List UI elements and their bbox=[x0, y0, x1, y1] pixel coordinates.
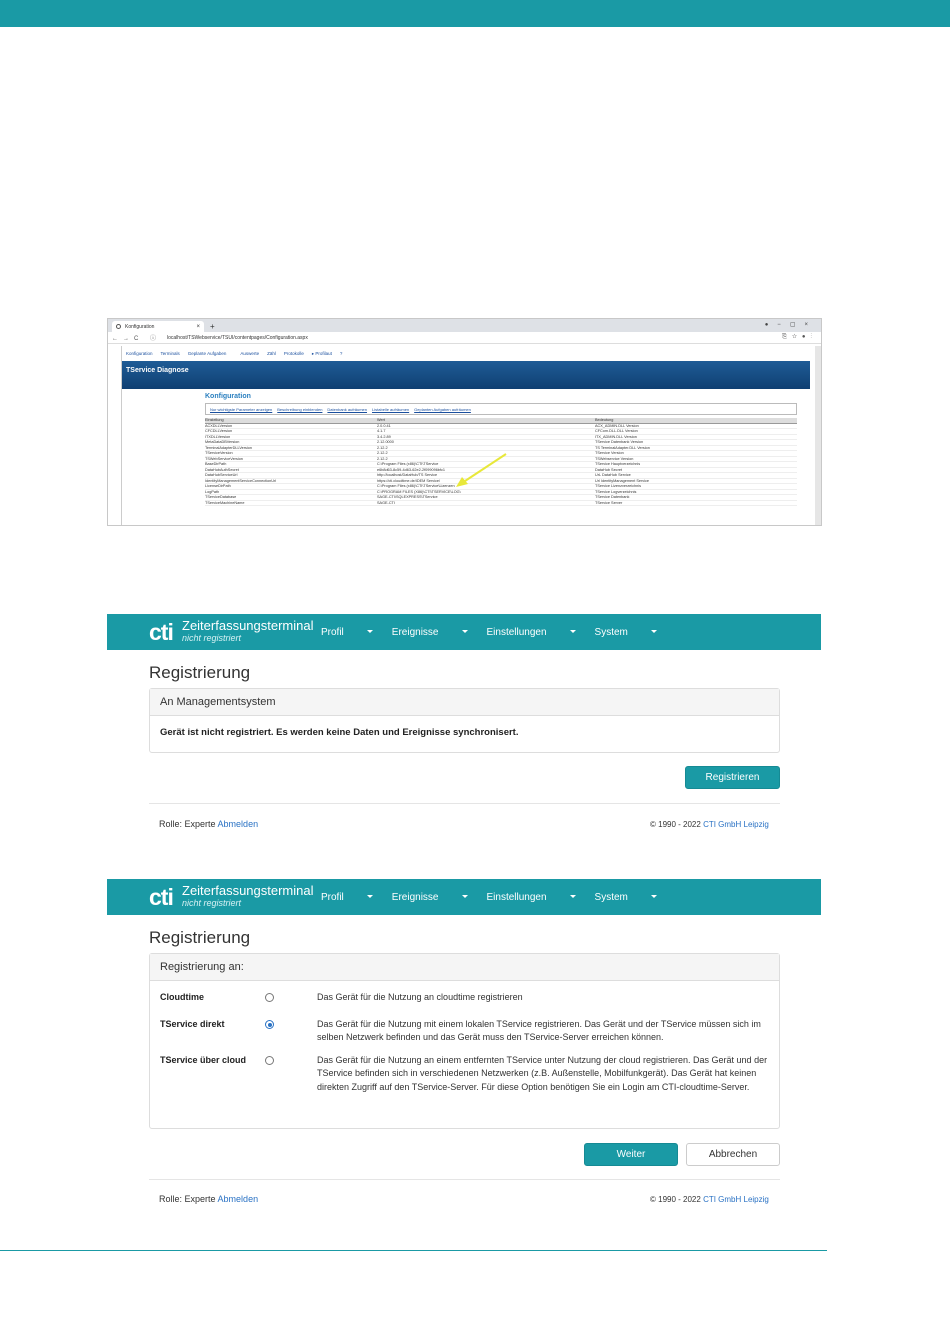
table-cell: ITX_ADMIN.DLL Version bbox=[595, 434, 797, 440]
table-cell: TService Hauptverzeichnis bbox=[595, 462, 797, 468]
scrollbar[interactable] bbox=[815, 346, 821, 526]
option-label: TService über cloud bbox=[160, 1055, 247, 1065]
cloudtime-radio[interactable] bbox=[265, 993, 274, 1002]
table-cell: ACX_ADMIN.DLL Version bbox=[595, 423, 797, 429]
caret-down-icon bbox=[462, 895, 468, 898]
browser-tab-title: Konfiguration bbox=[125, 323, 155, 330]
company-link[interactable]: CTI GmbH Leipzig bbox=[703, 1195, 769, 1204]
caret-down-icon bbox=[651, 895, 657, 898]
toolbar-link[interactable]: Datenbank aufräumen bbox=[327, 406, 368, 412]
option-description: Das Gerät für die Nutzung an cloudtime registrieren bbox=[317, 992, 523, 1002]
table-cell: ACXDLLVersion bbox=[205, 423, 377, 429]
nav-link[interactable]: Auswerte bbox=[240, 351, 260, 356]
table-cell: MetaDataDBVersion bbox=[205, 440, 377, 446]
table-cell: TService Datenbank Version bbox=[595, 440, 797, 446]
table-cell: ITXDLLVersion bbox=[205, 434, 377, 440]
table-cell: LicenseDirPath bbox=[205, 484, 377, 490]
tservice-direkt-radio[interactable] bbox=[265, 1020, 274, 1029]
nav-link[interactable]: Konfiguration bbox=[126, 351, 153, 356]
page-title: Registrierung bbox=[149, 663, 251, 682]
next-button[interactable]: Weiter bbox=[584, 1143, 678, 1166]
table-cell: 2.12.2 bbox=[377, 445, 595, 451]
tservice-banner: TService Diagnose bbox=[122, 361, 810, 389]
cti-navbar bbox=[107, 614, 821, 650]
table-cell: DataHub Secret bbox=[595, 467, 797, 473]
copyright-text: © 1990 - 2022 bbox=[650, 820, 701, 829]
nav-link[interactable]: Terminals bbox=[160, 351, 180, 356]
table-cell: CFCom.DLL.DLL Version bbox=[595, 429, 797, 435]
table-cell: TService Version bbox=[595, 451, 797, 457]
toolbar-link[interactable]: Geplanten Aufgaben aufräumen bbox=[414, 406, 471, 412]
browser-tools-icon[interactable]: ⎘☆●⋮ bbox=[782, 334, 817, 340]
table-cell: 2.12.2 bbox=[377, 451, 595, 457]
menu-profil[interactable]: Profil bbox=[321, 627, 373, 638]
window-controls[interactable]: ●−▢× bbox=[764, 322, 817, 328]
caret-down-icon bbox=[462, 630, 468, 633]
nav-link[interactable]: ▸ Profilaut bbox=[311, 350, 332, 356]
table-cell: CFCDLLVersion bbox=[205, 429, 377, 435]
table-cell: IdentityManagementServiceConnectionUrl bbox=[205, 478, 377, 484]
table-cell: TService Logverzeichnis bbox=[595, 489, 797, 495]
table-cell: TServiceDatabase bbox=[205, 495, 377, 501]
brand-title: Zeiterfassungsterminal bbox=[182, 618, 314, 633]
nav-arrows-icon[interactable]: ←→C ⓘ bbox=[112, 336, 162, 342]
cti-logo[interactable]: cti bbox=[149, 619, 173, 645]
caret-down-icon bbox=[367, 895, 373, 898]
panel-title: Registrierung an: bbox=[150, 954, 779, 981]
table-cell: https://cti.cloudtime.de/IDEM Service/ bbox=[377, 478, 595, 484]
browser-page bbox=[121, 346, 810, 526]
browser-address-bar[interactable] bbox=[108, 332, 821, 344]
status-message: Gerät ist nicht registriert. Es werden keine Daten und Ereignisse synchronisert. bbox=[160, 727, 519, 738]
table-cell: UrL DataHub Service bbox=[595, 473, 797, 479]
cti-navbar bbox=[107, 879, 821, 915]
brand-title: Zeiterfassungsterminal bbox=[182, 883, 314, 898]
table-cell: TSWebServiceVersion bbox=[205, 456, 377, 462]
brand-subtitle: nicht registriert bbox=[182, 898, 242, 908]
brand-subtitle: nicht registriert bbox=[182, 633, 242, 643]
table-cell: TService Lizenzverzeichnis bbox=[595, 484, 797, 490]
company-link[interactable]: CTI GmbH Leipzig bbox=[703, 820, 769, 829]
table-cell: C:\Program Files (x86)\CTI\TService bbox=[377, 462, 595, 468]
column-header: Einstellung bbox=[205, 418, 377, 423]
close-tab-icon[interactable]: × bbox=[196, 323, 200, 330]
browser-tab[interactable] bbox=[112, 321, 204, 332]
table-cell: 4.1.7 bbox=[377, 429, 595, 435]
management-panel bbox=[149, 688, 780, 753]
nav-link[interactable]: Protokolle bbox=[283, 351, 304, 356]
copyright-text: © 1990 - 2022 bbox=[650, 1195, 701, 1204]
new-tab-icon[interactable]: + bbox=[210, 322, 215, 331]
table-cell: DataHubAuthSecret bbox=[205, 467, 377, 473]
role-text: Rolle: Experte bbox=[159, 819, 216, 829]
column-header: Wert bbox=[377, 418, 595, 423]
logout-link[interactable]: Abmelden bbox=[217, 1194, 259, 1204]
table-cell: TerminalAdapterDLLVersion bbox=[205, 445, 377, 451]
highlight-arrow-icon bbox=[450, 451, 510, 491]
divider bbox=[149, 803, 780, 804]
table-cell: TServiceMachineName bbox=[205, 500, 377, 506]
option-description: Das Gerät für die Nutzung mit einem lokalen TService registrieren. Das Gerät und der TService müssen sich im selben Netzwerk befinden und das Gerät muss den TService-Server erreichen können. bbox=[317, 1019, 761, 1043]
tservice-cloud-radio[interactable] bbox=[265, 1056, 274, 1065]
table-cell: BaseDirPath bbox=[205, 462, 377, 468]
page-title: Registrierung bbox=[149, 928, 251, 947]
table-cell: TS TerminalAdapter.DLL Version bbox=[595, 445, 797, 451]
menu-profil[interactable]: Profil bbox=[321, 892, 373, 903]
table-cell: Url IdentityManagement Service bbox=[595, 478, 797, 484]
divider bbox=[149, 1179, 780, 1180]
caret-down-icon bbox=[570, 630, 576, 633]
table-cell: 2.12.0000 bbox=[377, 440, 595, 446]
nav-link[interactable]: ? bbox=[339, 351, 343, 356]
footer-copyright bbox=[650, 820, 769, 829]
column-header: Bedeutung bbox=[595, 418, 797, 423]
config-toolbar bbox=[205, 403, 797, 415]
caret-down-icon bbox=[651, 630, 657, 633]
table-cell: TServiceVersion bbox=[205, 451, 377, 457]
caret-down-icon bbox=[570, 895, 576, 898]
table-cell: DataHubServiceUrl bbox=[205, 473, 377, 479]
table-cell: 3.4.2.89 bbox=[377, 434, 595, 440]
logout-link[interactable]: Abmelden bbox=[217, 819, 259, 829]
panel-title: An Managementsystem bbox=[150, 689, 779, 716]
nav-link[interactable]: Geplante Aufgaben bbox=[187, 351, 227, 356]
bottom-rule bbox=[0, 1250, 827, 1251]
nav-link[interactable]: Zähl bbox=[267, 351, 276, 356]
footer-role bbox=[159, 819, 258, 829]
footer-role bbox=[159, 1194, 258, 1204]
toolbar-link[interactable]: Listabelle aufräumen bbox=[372, 406, 410, 412]
config-title: Konfiguration bbox=[205, 393, 251, 400]
tservice-nav bbox=[122, 346, 810, 361]
menu-ereignisse[interactable]: Ereignisse bbox=[392, 892, 468, 903]
table-cell: 2.0.0.41 bbox=[377, 423, 595, 429]
browser-url[interactable]: localhost/TSWebservice/TSUI/contentpages/Configuration.aspx bbox=[167, 334, 308, 341]
favicon-icon bbox=[116, 324, 121, 329]
browser-screenshot bbox=[107, 318, 822, 526]
register-button[interactable]: Registrieren bbox=[685, 766, 780, 789]
option-label: Cloudtime bbox=[160, 992, 204, 1002]
table-cell: C:\Program Files (x86)\CTI\TService\Lizenzen bbox=[377, 484, 595, 490]
top-color-band bbox=[0, 0, 950, 27]
table-cell: SAGE-CTI bbox=[377, 500, 595, 506]
menu-ereignisse[interactable]: Ereignisse bbox=[392, 627, 468, 638]
cti-logo[interactable]: cti bbox=[149, 884, 173, 910]
option-label: TService direkt bbox=[160, 1019, 225, 1029]
table-cell: http://localhost/DataHub/TS Service bbox=[377, 473, 595, 479]
browser-tab-bar bbox=[108, 319, 821, 332]
option-description: Das Gerät für die Nutzung an einem entfernten TService unter Nutzung der cloud registrieren. Das Gerät und der TService befinden sich in verschiedenen Netzwerken (z.B. Außenstelle, Mobilfunkgerät). Das Gerät hat keinen direkten Zugriff auf den TService-Server. Für diese Option benötigen Sie ein Login am CTI-cloudtime-Server. bbox=[317, 1055, 768, 1092]
toolbar-link[interactable]: Nur wichtigste Parameter anzeigen bbox=[210, 406, 273, 412]
menu-einstellungen[interactable]: Einstellungen bbox=[487, 892, 576, 903]
registration-panel bbox=[149, 953, 780, 1129]
footer-copyright bbox=[650, 1195, 769, 1204]
table-cell: SAGE-CTI\SQLEXPRESS\TService bbox=[377, 495, 595, 501]
table-cell: TService Datenbank bbox=[595, 495, 797, 501]
menu-system[interactable]: System bbox=[595, 892, 657, 903]
role-text: Rolle: Experte bbox=[159, 1194, 216, 1204]
table-cell: TSWebservice Version bbox=[595, 456, 797, 462]
table-cell: e6b8d63-8c59-4d63-62e2-2f099096bfc1 bbox=[377, 467, 595, 473]
main-menu bbox=[321, 614, 676, 650]
menu-system[interactable]: System bbox=[595, 627, 657, 638]
toolbar-link[interactable]: Beschreibung einblenden bbox=[277, 406, 323, 412]
cancel-button[interactable]: Abbrechen bbox=[686, 1143, 780, 1166]
caret-down-icon bbox=[367, 630, 373, 633]
menu-einstellungen[interactable]: Einstellungen bbox=[487, 627, 576, 638]
table-row bbox=[205, 500, 797, 506]
table-cell: 2.12.2 bbox=[377, 456, 595, 462]
main-menu bbox=[321, 879, 676, 915]
table-cell: TService Server bbox=[595, 500, 797, 506]
table-cell: LogPath bbox=[205, 489, 377, 495]
table-cell: C:\PROGRAM FILES (X86)\CTI\TSERVICE\LOG\ bbox=[377, 489, 595, 495]
